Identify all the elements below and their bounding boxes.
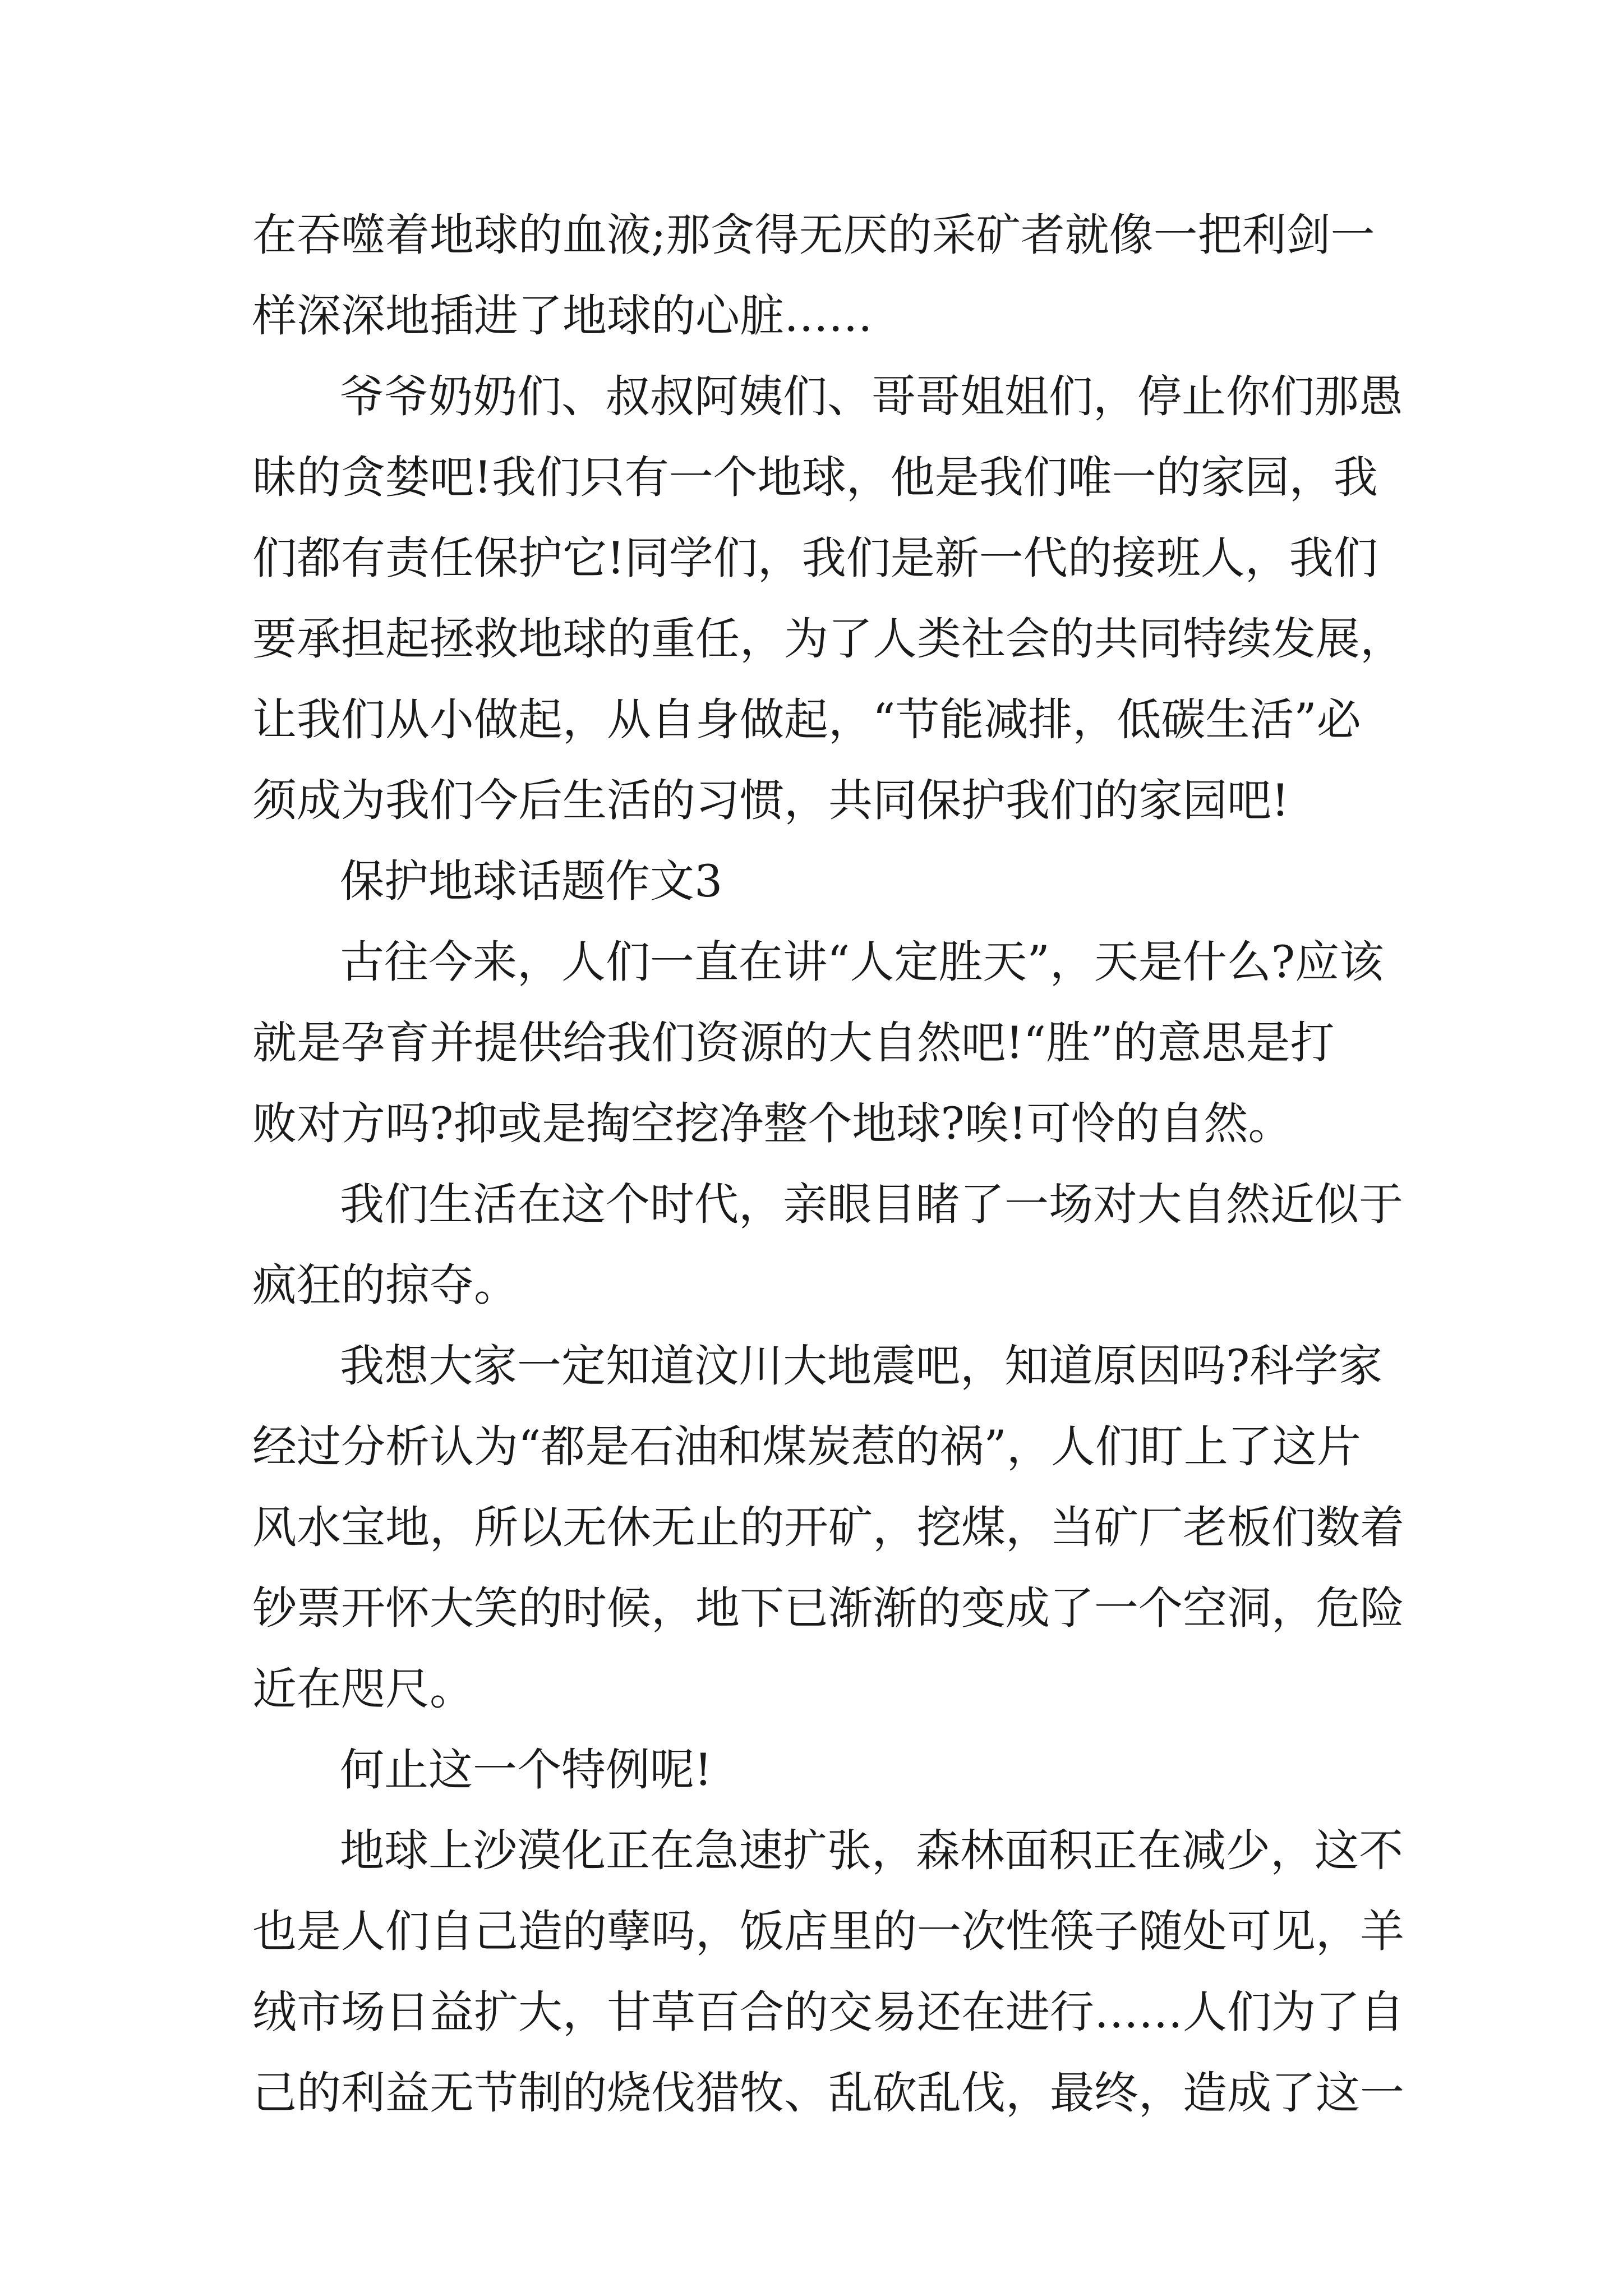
text-line: 须成为我们今后生活的习惯，共同保护我们的家园吧! (252, 775, 1289, 826)
section-heading: 保护地球话题作文3 (340, 855, 723, 907)
text-line: 钞票开怀大笑的时候，地下已渐渐的变成了一个空洞，危险 (252, 1582, 1404, 1634)
text-line: 经过分析认为“都是石油和煤炭惹的祸”，人们盯上了这片 (252, 1421, 1361, 1473)
text-line: 败对方吗?抑或是掏空挖净整个地球?唉!可怜的自然。 (252, 1098, 1293, 1149)
text-line: 就是孕育并提供给我们资源的大自然吧!“胜”的意思是打 (252, 1017, 1335, 1069)
text-line: 地球上沙漠化正在急速扩张，森林面积正在减少，这不 (340, 1825, 1403, 1876)
text-line: 疯狂的掠夺。 (252, 1259, 518, 1311)
text-line: 近在咫尺。 (252, 1663, 474, 1715)
text-line: 绒市场日益扩大，甘草百合的交易还在进行……人们为了自 (252, 1986, 1404, 2038)
text-line: 要承担起拯救地球的重任，为了人类社会的共同特续发展， (252, 613, 1404, 665)
text-line: 我们生活在这个时代，亲眼目睹了一场对大自然近似于 (340, 1179, 1403, 1230)
text-line: 也是人们自己造的孽吗，饭店里的一次性筷子随处可见，羊 (252, 1906, 1404, 1957)
text-line: 我想大家一定知道汶川大地震吧，知道原因吗?科学家 (340, 1340, 1383, 1392)
text-line: 古往今来，人们一直在讲“人定胜天”，天是什么?应该 (340, 936, 1384, 988)
text-line: 何止这一个特例呢! (340, 1744, 712, 1796)
text-line: 在吞噬着地球的血液;那贪得无厌的采矿者就像一把利剑一 (252, 209, 1375, 261)
text-line: 己的利益无节制的烧伐猎牧、乱砍乱伐，最终，造成了这一 (252, 2067, 1404, 2119)
text-line: 爷爷奶奶们、叔叔阿姨们、哥哥姐姐们，停止你们那愚 (340, 371, 1403, 422)
text-line: 昧的贪婪吧!我们只有一个地球，他是我们唯一的家园，我 (252, 452, 1378, 503)
text-line: 们都有责任保护它!同学们，我们是新一代的接班人，我们 (252, 532, 1378, 584)
text-line: 风水宝地，所以无休无止的开矿，挖煤，当矿厂老板们数着 (252, 1502, 1404, 1553)
text-line: 样深深地插进了地球的心脏…… (252, 290, 873, 342)
text-line: 让我们从小做起，从自身做起，“节能减排，低碳生活”必 (252, 694, 1361, 746)
